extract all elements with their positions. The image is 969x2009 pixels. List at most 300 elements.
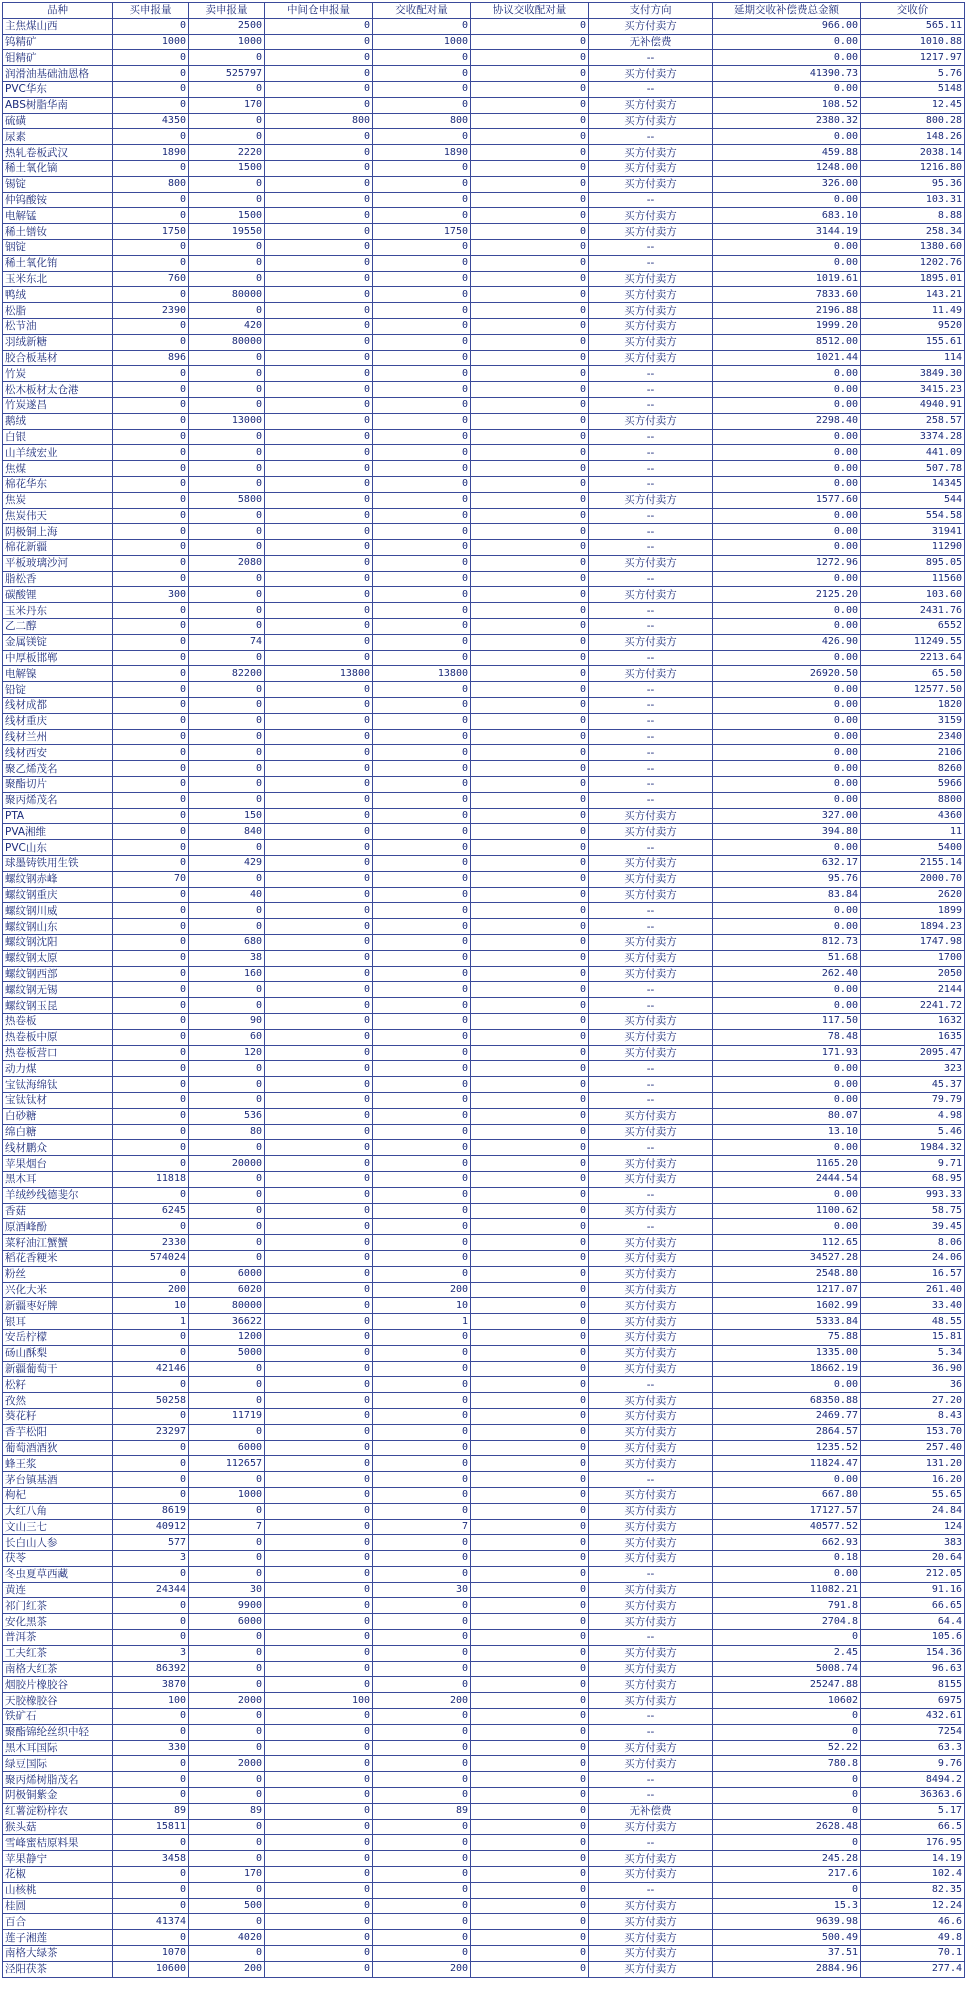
buy-declared-cell: 0 (113, 1630, 189, 1646)
intermediate-declared-cell: 0 (265, 1298, 373, 1314)
table-row (3, 729, 965, 745)
product-cell: 焦炭 (3, 492, 113, 508)
buy-declared-cell: 0 (113, 1440, 189, 1456)
settlement-price-cell: 96.63 (861, 1661, 965, 1677)
payment-direction-cell: -- (589, 903, 713, 919)
settlement-price-cell: 55.65 (861, 1487, 965, 1503)
settlement-price-cell: 383 (861, 1535, 965, 1551)
deferred-compensation-cell: 40577.52 (713, 1519, 861, 1535)
payment-direction-cell: 买方付卖方 (589, 1345, 713, 1361)
sell-declared-cell: 0 (189, 1250, 265, 1266)
buy-declared-cell: 0 (113, 540, 189, 556)
intermediate-declared-cell: 0 (265, 1772, 373, 1788)
product-cell: 葡萄酒酒狄 (3, 1440, 113, 1456)
product-cell: 平板玻璃沙河 (3, 555, 113, 571)
product-cell: 焦炭伟天 (3, 508, 113, 524)
agreement-matched-cell: 0 (471, 176, 589, 192)
matched-delivery-cell: 0 (373, 998, 471, 1014)
sell-declared-cell: 0 (189, 1677, 265, 1693)
intermediate-declared-cell: 0 (265, 1061, 373, 1077)
table-row (3, 1235, 965, 1251)
product-cell: PVC华东 (3, 81, 113, 97)
buy-declared-cell: 41374 (113, 1914, 189, 1930)
matched-delivery-cell: 0 (373, 555, 471, 571)
buy-declared-cell: 0 (113, 777, 189, 793)
sell-declared-cell: 0 (189, 587, 265, 603)
table-row (3, 476, 965, 492)
deferred-compensation-cell: 26920.50 (713, 666, 861, 682)
intermediate-declared-cell: 0 (265, 1614, 373, 1630)
payment-direction-cell: -- (589, 1092, 713, 1108)
settlement-price-cell: 8800 (861, 792, 965, 808)
buy-declared-cell: 0 (113, 856, 189, 872)
settlement-price-cell: 3849.30 (861, 366, 965, 382)
sell-declared-cell: 0 (189, 1740, 265, 1756)
table-header-row (3, 3, 965, 19)
product-cell: 松籽 (3, 1377, 113, 1393)
deferred-compensation-cell: 52.22 (713, 1740, 861, 1756)
settlement-price-cell: 1747.98 (861, 935, 965, 951)
settlement-price-cell: 102.4 (861, 1867, 965, 1883)
settlement-price-cell: 261.40 (861, 1282, 965, 1298)
intermediate-declared-cell: 0 (265, 1187, 373, 1203)
product-cell: 孜然 (3, 1393, 113, 1409)
sell-declared-cell: 0 (189, 1377, 265, 1393)
table-row (3, 650, 965, 666)
settlement-price-cell: 12.45 (861, 97, 965, 113)
intermediate-declared-cell: 0 (265, 1598, 373, 1614)
table-row (3, 1898, 965, 1914)
deferred-compensation-cell: 662.93 (713, 1535, 861, 1551)
product-cell: 枸杞 (3, 1487, 113, 1503)
payment-direction-cell: 买方付卖方 (589, 1329, 713, 1345)
payment-direction-cell: -- (589, 998, 713, 1014)
matched-delivery-cell: 0 (373, 1456, 471, 1472)
sell-declared-cell: 0 (189, 619, 265, 635)
agreement-matched-cell: 0 (471, 224, 589, 240)
product-cell: 聚乙烯茂名 (3, 761, 113, 777)
payment-direction-cell: -- (589, 603, 713, 619)
matched-delivery-cell: 0 (373, 1851, 471, 1867)
product-cell: 白银 (3, 429, 113, 445)
agreement-matched-cell: 0 (471, 729, 589, 745)
table-row (3, 871, 965, 887)
matched-delivery-cell: 13800 (373, 666, 471, 682)
table-row (3, 34, 965, 50)
deferred-compensation-cell: 0.00 (713, 603, 861, 619)
payment-direction-cell: -- (589, 1724, 713, 1740)
sell-declared-cell: 0 (189, 1171, 265, 1187)
agreement-matched-cell: 0 (471, 1946, 589, 1962)
agreement-matched-cell: 0 (471, 271, 589, 287)
buy-declared-cell: 0 (113, 998, 189, 1014)
table-row (3, 1377, 965, 1393)
deferred-compensation-cell: 2548.80 (713, 1266, 861, 1282)
payment-direction-cell: 买方付卖方 (589, 1740, 713, 1756)
settlement-price-cell: 4940.91 (861, 397, 965, 413)
agreement-matched-cell: 0 (471, 871, 589, 887)
matched-delivery-cell: 0 (373, 255, 471, 271)
deferred-compensation-cell: 0.00 (713, 792, 861, 808)
table-row (3, 1882, 965, 1898)
settlement-price-cell: 258.57 (861, 413, 965, 429)
settlement-price-cell: 3415.23 (861, 382, 965, 398)
settlement-price-cell: 1010.88 (861, 34, 965, 50)
intermediate-declared-cell: 0 (265, 1156, 373, 1172)
matched-delivery-cell: 0 (373, 1156, 471, 1172)
deferred-compensation-cell: 1235.52 (713, 1440, 861, 1456)
table-row (3, 81, 965, 97)
agreement-matched-cell: 0 (471, 856, 589, 872)
payment-direction-cell: 买方付卖方 (589, 871, 713, 887)
product-cell: 仲钨酸铵 (3, 192, 113, 208)
payment-direction-cell: -- (589, 1140, 713, 1156)
payment-direction-cell: 买方付卖方 (589, 1250, 713, 1266)
sell-declared-cell: 0 (189, 1061, 265, 1077)
sell-declared-cell: 0 (189, 508, 265, 524)
matched-delivery-cell: 0 (373, 81, 471, 97)
payment-direction-cell: 买方付卖方 (589, 555, 713, 571)
matched-delivery-cell: 0 (373, 1645, 471, 1661)
product-cell: 螺纹钢沈阳 (3, 935, 113, 951)
buy-declared-cell: 0 (113, 903, 189, 919)
deferred-compensation-cell: 0.00 (713, 1377, 861, 1393)
matched-delivery-cell: 0 (373, 824, 471, 840)
table-row (3, 555, 965, 571)
sell-declared-cell: 0 (189, 919, 265, 935)
product-cell: 热卷板 (3, 1014, 113, 1030)
header-agreement-matched: 协议交收配对量 (471, 3, 589, 19)
deferred-compensation-cell: 2884.96 (713, 1961, 861, 1977)
payment-direction-cell: 买方付卖方 (589, 1535, 713, 1551)
payment-direction-cell: 买方付卖方 (589, 666, 713, 682)
payment-direction-cell: -- (589, 650, 713, 666)
sell-declared-cell: 19550 (189, 224, 265, 240)
product-cell: 球墨铸铁用生铁 (3, 856, 113, 872)
payment-direction-cell: 买方付卖方 (589, 113, 713, 129)
settlement-price-cell: 124 (861, 1519, 965, 1535)
deferred-compensation-cell: 3144.19 (713, 224, 861, 240)
buy-declared-cell: 0 (113, 476, 189, 492)
deferred-compensation-cell: 0.00 (713, 540, 861, 556)
product-cell: 润滑油基础油恩格 (3, 66, 113, 82)
deferred-compensation-cell: 112.65 (713, 1235, 861, 1251)
buy-declared-cell: 0 (113, 1124, 189, 1140)
matched-delivery-cell: 0 (373, 239, 471, 255)
deferred-compensation-cell: 0 (713, 1788, 861, 1804)
matched-delivery-cell: 0 (373, 445, 471, 461)
table-row (3, 1582, 965, 1598)
buy-declared-cell: 89 (113, 1803, 189, 1819)
matched-delivery-cell: 0 (373, 1551, 471, 1567)
deferred-compensation-cell: 1165.20 (713, 1156, 861, 1172)
sell-declared-cell: 0 (189, 1140, 265, 1156)
buy-declared-cell: 1000 (113, 34, 189, 50)
agreement-matched-cell: 0 (471, 761, 589, 777)
product-cell: 聚酯锦纶丝织中轻 (3, 1724, 113, 1740)
deferred-compensation-cell: 51.68 (713, 950, 861, 966)
table-row (3, 1677, 965, 1693)
deferred-compensation-cell: 0.00 (713, 1219, 861, 1235)
payment-direction-cell: -- (589, 729, 713, 745)
buy-declared-cell: 0 (113, 508, 189, 524)
product-cell: 金属镁锭 (3, 634, 113, 650)
product-cell: 莲子湘莲 (3, 1930, 113, 1946)
intermediate-declared-cell: 0 (265, 1108, 373, 1124)
settlement-price-cell: 2000.70 (861, 871, 965, 887)
product-cell: 稀土氧化镝 (3, 160, 113, 176)
agreement-matched-cell: 0 (471, 208, 589, 224)
agreement-matched-cell: 0 (471, 397, 589, 413)
table-row (3, 1329, 965, 1345)
agreement-matched-cell: 0 (471, 445, 589, 461)
buy-declared-cell: 0 (113, 255, 189, 271)
deferred-compensation-cell: 13.10 (713, 1124, 861, 1140)
payment-direction-cell: -- (589, 619, 713, 635)
agreement-matched-cell: 0 (471, 34, 589, 50)
buy-declared-cell: 0 (113, 1077, 189, 1093)
sell-declared-cell: 1200 (189, 1329, 265, 1345)
agreement-matched-cell: 0 (471, 50, 589, 66)
product-cell: 冬虫夏草西藏 (3, 1566, 113, 1582)
settlement-price-cell: 66.5 (861, 1819, 965, 1835)
table-row (3, 856, 965, 872)
buy-declared-cell: 0 (113, 287, 189, 303)
buy-declared-cell: 577 (113, 1535, 189, 1551)
matched-delivery-cell: 0 (373, 1219, 471, 1235)
table-row (3, 1203, 965, 1219)
payment-direction-cell: -- (589, 81, 713, 97)
product-cell: 螺纹钢太原 (3, 950, 113, 966)
intermediate-declared-cell: 0 (265, 1803, 373, 1819)
sell-declared-cell: 30 (189, 1582, 265, 1598)
payment-direction-cell: 买方付卖方 (589, 1551, 713, 1567)
matched-delivery-cell: 7 (373, 1519, 471, 1535)
payment-direction-cell: -- (589, 1377, 713, 1393)
intermediate-declared-cell: 0 (265, 1551, 373, 1567)
payment-direction-cell: -- (589, 919, 713, 935)
sell-declared-cell: 170 (189, 97, 265, 113)
matched-delivery-cell: 0 (373, 461, 471, 477)
product-cell: 中厚板邯郸 (3, 650, 113, 666)
sell-declared-cell: 2000 (189, 1693, 265, 1709)
agreement-matched-cell: 0 (471, 887, 589, 903)
payment-direction-cell: -- (589, 1219, 713, 1235)
header-payment-direction: 支付方向 (589, 3, 713, 19)
matched-delivery-cell: 0 (373, 1724, 471, 1740)
deferred-compensation-cell: 25247.88 (713, 1677, 861, 1693)
deferred-compensation-cell: 327.00 (713, 808, 861, 824)
product-cell: 线材成都 (3, 698, 113, 714)
sell-declared-cell: 0 (189, 745, 265, 761)
buy-declared-cell: 0 (113, 492, 189, 508)
buy-declared-cell: 0 (113, 129, 189, 145)
deferred-compensation-cell: 0.18 (713, 1551, 861, 1567)
payment-direction-cell: 买方付卖方 (589, 634, 713, 650)
intermediate-declared-cell: 0 (265, 318, 373, 334)
payment-direction-cell: -- (589, 1472, 713, 1488)
intermediate-declared-cell: 0 (265, 397, 373, 413)
agreement-matched-cell: 0 (471, 366, 589, 382)
deferred-compensation-cell: 15.3 (713, 1898, 861, 1914)
product-cell: PTA (3, 808, 113, 824)
settlement-price-cell: 5.34 (861, 1345, 965, 1361)
deferred-compensation-cell: 394.80 (713, 824, 861, 840)
intermediate-declared-cell: 0 (265, 1882, 373, 1898)
product-cell: 百合 (3, 1914, 113, 1930)
intermediate-declared-cell: 0 (265, 540, 373, 556)
payment-direction-cell: 买方付卖方 (589, 1756, 713, 1772)
product-cell: PVA湘维 (3, 824, 113, 840)
table-row (3, 1171, 965, 1187)
product-cell: 新疆枣好牌 (3, 1298, 113, 1314)
agreement-matched-cell: 0 (471, 429, 589, 445)
payment-direction-cell: -- (589, 476, 713, 492)
header-intermediate-declared: 中间仓申报量 (265, 3, 373, 19)
matched-delivery-cell: 0 (373, 634, 471, 650)
product-cell: 螺纹钢无锡 (3, 982, 113, 998)
table-body (3, 18, 965, 1977)
matched-delivery-cell: 0 (373, 1614, 471, 1630)
agreement-matched-cell: 0 (471, 966, 589, 982)
agreement-matched-cell: 0 (471, 745, 589, 761)
agreement-matched-cell: 0 (471, 1503, 589, 1519)
settlement-price-cell: 64.4 (861, 1614, 965, 1630)
table-row (3, 366, 965, 382)
sell-declared-cell: 0 (189, 192, 265, 208)
table-row (3, 524, 965, 540)
sell-declared-cell: 680 (189, 935, 265, 951)
product-cell: 电解锰 (3, 208, 113, 224)
table-row (3, 619, 965, 635)
deferred-compensation-cell: 0.00 (713, 777, 861, 793)
deferred-compensation-cell: 0.00 (713, 255, 861, 271)
deferred-compensation-cell: 0.00 (713, 1472, 861, 1488)
buy-declared-cell: 50258 (113, 1393, 189, 1409)
buy-declared-cell: 3 (113, 1645, 189, 1661)
deferred-compensation-cell: 2704.8 (713, 1614, 861, 1630)
sell-declared-cell: 6020 (189, 1282, 265, 1298)
sell-declared-cell: 0 (189, 1914, 265, 1930)
table-row (3, 429, 965, 445)
matched-delivery-cell: 0 (373, 271, 471, 287)
product-cell: 茯苓 (3, 1551, 113, 1567)
intermediate-declared-cell: 0 (265, 1329, 373, 1345)
product-cell: 线材西安 (3, 745, 113, 761)
matched-delivery-cell: 0 (373, 334, 471, 350)
intermediate-declared-cell: 0 (265, 935, 373, 951)
agreement-matched-cell: 0 (471, 382, 589, 398)
settlement-price-cell: 554.58 (861, 508, 965, 524)
sell-declared-cell: 0 (189, 682, 265, 698)
agreement-matched-cell: 0 (471, 634, 589, 650)
intermediate-declared-cell: 0 (265, 1393, 373, 1409)
agreement-matched-cell: 0 (471, 777, 589, 793)
agreement-matched-cell: 0 (471, 1598, 589, 1614)
buy-declared-cell: 0 (113, 1456, 189, 1472)
agreement-matched-cell: 0 (471, 1424, 589, 1440)
settlement-price-cell: 6975 (861, 1693, 965, 1709)
payment-direction-cell: 无补偿费 (589, 34, 713, 50)
buy-declared-cell: 0 (113, 840, 189, 856)
matched-delivery-cell: 0 (373, 1788, 471, 1804)
payment-direction-cell: 买方付卖方 (589, 1914, 713, 1930)
table-row (3, 1724, 965, 1740)
deferred-compensation-cell: 245.28 (713, 1851, 861, 1867)
product-cell: 黑木耳国际 (3, 1740, 113, 1756)
table-row (3, 1298, 965, 1314)
matched-delivery-cell: 0 (373, 1630, 471, 1646)
table-row (3, 540, 965, 556)
intermediate-declared-cell: 0 (265, 1408, 373, 1424)
matched-delivery-cell: 0 (373, 1472, 471, 1488)
settlement-price-cell: 565.11 (861, 18, 965, 34)
table-row (3, 808, 965, 824)
settlement-price-cell: 8260 (861, 761, 965, 777)
settlement-price-cell: 11290 (861, 540, 965, 556)
matched-delivery-cell: 0 (373, 66, 471, 82)
table-row (3, 1029, 965, 1045)
intermediate-declared-cell: 0 (265, 1361, 373, 1377)
intermediate-declared-cell: 0 (265, 792, 373, 808)
matched-delivery-cell: 0 (373, 129, 471, 145)
payment-direction-cell: 买方付卖方 (589, 1645, 713, 1661)
sell-declared-cell: 20000 (189, 1156, 265, 1172)
table-row (3, 1566, 965, 1582)
product-cell: 长白山人参 (3, 1535, 113, 1551)
settlement-price-cell: 58.75 (861, 1203, 965, 1219)
sell-declared-cell: 0 (189, 271, 265, 287)
product-cell: 桂圆 (3, 1898, 113, 1914)
settlement-price-cell: 79.79 (861, 1092, 965, 1108)
matched-delivery-cell: 0 (373, 966, 471, 982)
payment-direction-cell: 买方付卖方 (589, 1440, 713, 1456)
product-cell: 动力煤 (3, 1061, 113, 1077)
buy-declared-cell: 0 (113, 1266, 189, 1282)
table-row (3, 18, 965, 34)
buy-declared-cell: 0 (113, 634, 189, 650)
table-row (3, 666, 965, 682)
matched-delivery-cell: 0 (373, 1377, 471, 1393)
buy-declared-cell: 0 (113, 1788, 189, 1804)
agreement-matched-cell: 0 (471, 1566, 589, 1582)
intermediate-declared-cell: 0 (265, 1440, 373, 1456)
product-cell: 铁矿石 (3, 1709, 113, 1725)
matched-delivery-cell: 0 (373, 1045, 471, 1061)
matched-delivery-cell: 0 (373, 1329, 471, 1345)
buy-declared-cell: 0 (113, 1187, 189, 1203)
settlement-price-cell: 114 (861, 350, 965, 366)
settlement-price-cell: 11249.55 (861, 634, 965, 650)
table-row (3, 1645, 965, 1661)
agreement-matched-cell: 0 (471, 1551, 589, 1567)
intermediate-declared-cell: 0 (265, 129, 373, 145)
buy-declared-cell: 0 (113, 1867, 189, 1883)
table-row (3, 271, 965, 287)
payment-direction-cell: 买方付卖方 (589, 1361, 713, 1377)
table-row (3, 160, 965, 176)
deferred-compensation-cell: 0.00 (713, 982, 861, 998)
deferred-compensation-cell: 0.00 (713, 239, 861, 255)
payment-direction-cell: 买方付卖方 (589, 145, 713, 161)
matched-delivery-cell: 0 (373, 887, 471, 903)
intermediate-declared-cell: 0 (265, 1582, 373, 1598)
intermediate-declared-cell: 0 (265, 303, 373, 319)
sell-declared-cell: 500 (189, 1898, 265, 1914)
sell-declared-cell: 2220 (189, 145, 265, 161)
agreement-matched-cell: 0 (471, 1724, 589, 1740)
matched-delivery-cell: 0 (373, 1029, 471, 1045)
